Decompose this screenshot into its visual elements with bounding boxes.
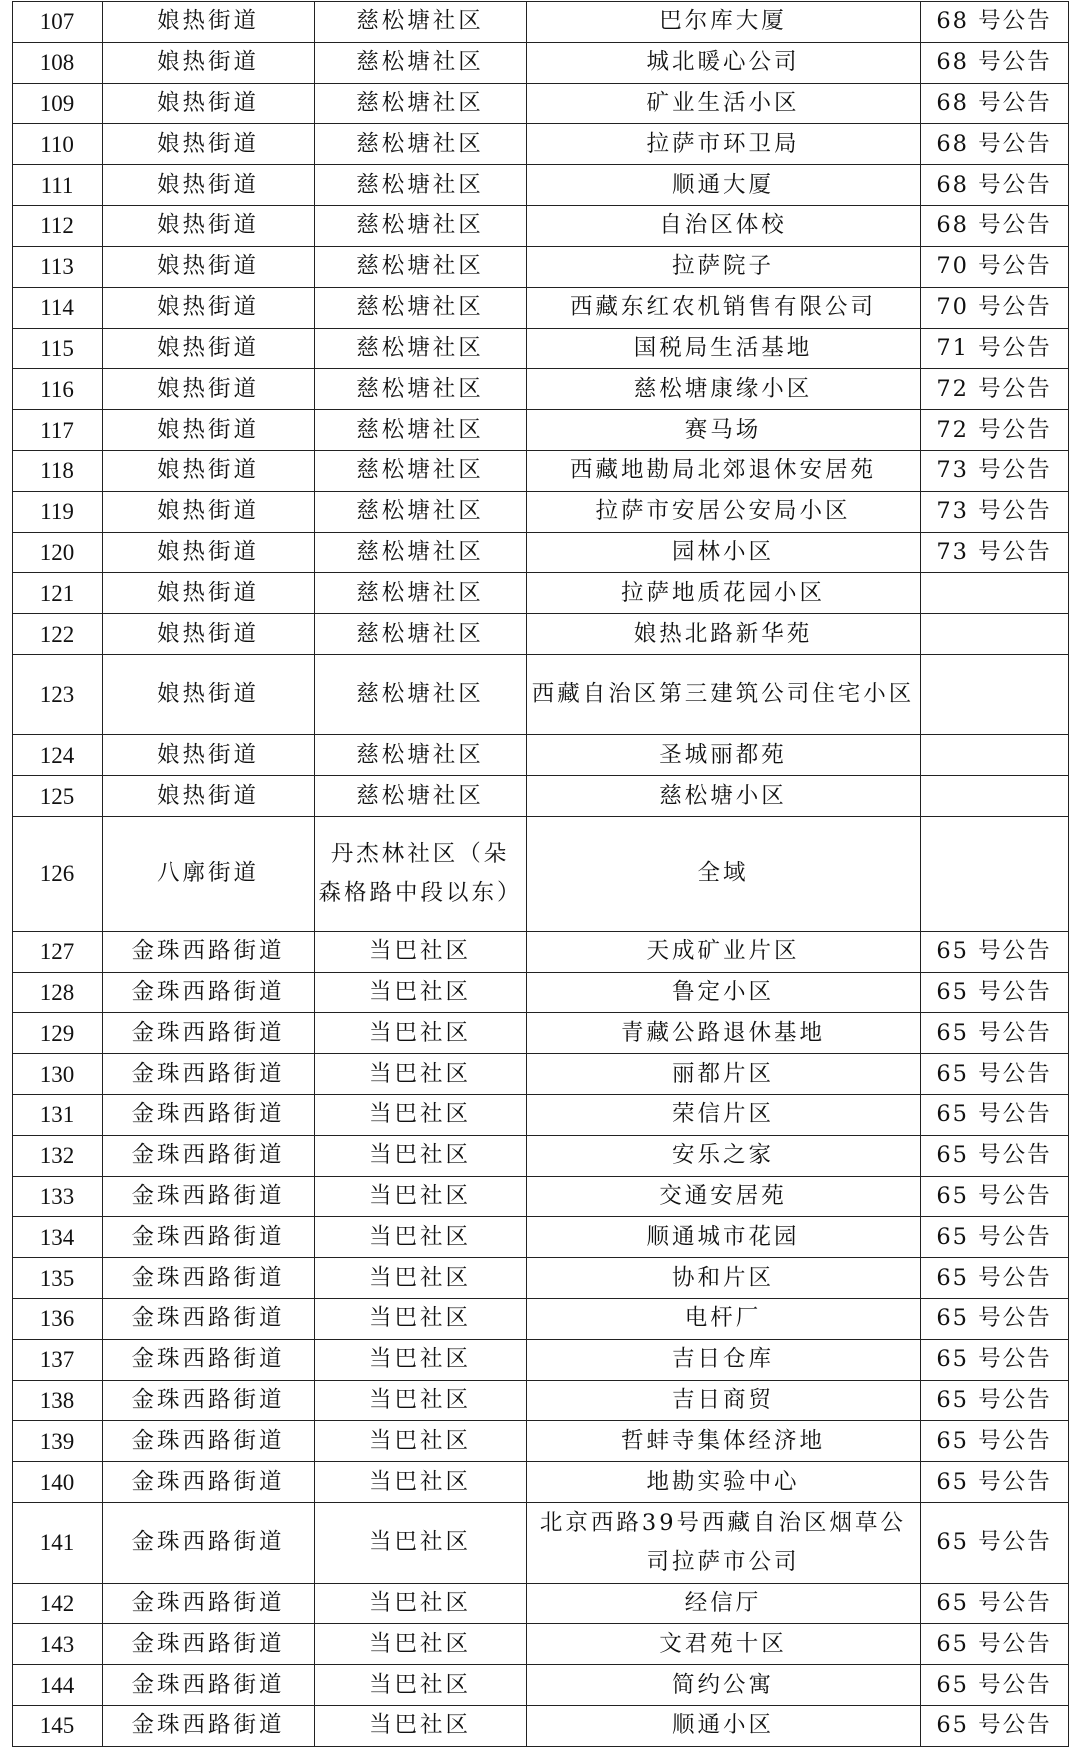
community-cell: 当巴社区 [314, 1299, 526, 1340]
row-number-cell: 129 [12, 1013, 102, 1054]
street-cell: 金珠西路街道 [102, 1583, 314, 1624]
street-cell: 金珠西路街道 [102, 1217, 314, 1258]
street-cell: 娘热街道 [102, 206, 314, 247]
table-row [12, 776, 1068, 817]
row-number-cell: 114 [12, 287, 102, 328]
place-cell: 鲁定小区 [526, 972, 920, 1013]
place-cell: 慈松塘小区 [526, 776, 920, 817]
row-number-cell: 107 [12, 2, 102, 43]
place-cell: 拉萨院子 [526, 246, 920, 287]
row-number-cell: 116 [12, 369, 102, 410]
place-cell: 协和片区 [526, 1258, 920, 1299]
street-cell: 娘热街道 [102, 776, 314, 817]
notice-cell: 70 号公告 [920, 246, 1068, 287]
community-cell: 慈松塘社区 [314, 410, 526, 451]
row-number-cell: 145 [12, 1705, 102, 1746]
notice-cell: 71 号公告 [920, 328, 1068, 369]
table-row [12, 735, 1068, 776]
notice-cell: 65 号公告 [920, 1299, 1068, 1340]
street-cell: 八廓街道 [102, 817, 314, 932]
street-cell: 金珠西路街道 [102, 1421, 314, 1462]
row-number-cell: 130 [12, 1054, 102, 1095]
place-cell: 天成矿业片区 [526, 931, 920, 972]
notice-cell [920, 817, 1068, 932]
row-number-cell: 113 [12, 246, 102, 287]
notice-cell: 73 号公告 [920, 450, 1068, 491]
street-cell: 娘热街道 [102, 83, 314, 124]
street-cell: 娘热街道 [102, 42, 314, 83]
notice-cell: 65 号公告 [920, 1665, 1068, 1706]
notice-cell: 65 号公告 [920, 1135, 1068, 1176]
row-number-cell: 122 [12, 614, 102, 655]
table-row [12, 1583, 1068, 1624]
notice-cell: 68 号公告 [920, 83, 1068, 124]
street-cell: 金珠西路街道 [102, 1380, 314, 1421]
area-list-table [12, 1, 1069, 1747]
table-row [12, 1380, 1068, 1421]
community-cell: 慈松塘社区 [314, 776, 526, 817]
place-cell: 娘热北路新华苑 [526, 614, 920, 655]
row-number-cell: 121 [12, 573, 102, 614]
street-cell: 金珠西路街道 [102, 1503, 314, 1583]
table-row [12, 369, 1068, 410]
row-number-cell: 144 [12, 1665, 102, 1706]
community-cell: 当巴社区 [314, 1462, 526, 1503]
table-row [12, 2, 1068, 43]
street-cell: 金珠西路街道 [102, 1665, 314, 1706]
street-cell: 娘热街道 [102, 735, 314, 776]
place-cell: 简约公寓 [526, 1665, 920, 1706]
notice-cell: 65 号公告 [920, 1176, 1068, 1217]
table-row [12, 83, 1068, 124]
table-row [12, 1665, 1068, 1706]
place-cell: 顺通大厦 [526, 165, 920, 206]
table-row [12, 491, 1068, 532]
community-cell: 慈松塘社区 [314, 735, 526, 776]
place-cell: 自治区体校 [526, 206, 920, 247]
street-cell: 娘热街道 [102, 614, 314, 655]
row-number-cell: 127 [12, 931, 102, 972]
notice-cell: 65 号公告 [920, 1094, 1068, 1135]
street-cell: 娘热街道 [102, 410, 314, 451]
street-cell: 金珠西路街道 [102, 1624, 314, 1665]
street-cell: 金珠西路街道 [102, 1258, 314, 1299]
place-cell: 北京西路39号西藏自治区烟草公司拉萨市公司 [526, 1503, 920, 1583]
place-cell: 文君苑十区 [526, 1624, 920, 1665]
table-row [12, 1705, 1068, 1746]
table-row [12, 931, 1068, 972]
place-cell: 矿业生活小区 [526, 83, 920, 124]
notice-cell: 65 号公告 [920, 1217, 1068, 1258]
notice-cell: 65 号公告 [920, 1421, 1068, 1462]
place-cell: 全域 [526, 817, 920, 932]
place-cell: 城北暖心公司 [526, 42, 920, 83]
place-cell: 经信厅 [526, 1583, 920, 1624]
street-cell: 娘热街道 [102, 532, 314, 573]
notice-cell: 65 号公告 [920, 972, 1068, 1013]
community-cell: 当巴社区 [314, 1624, 526, 1665]
street-cell: 金珠西路街道 [102, 1462, 314, 1503]
place-cell: 圣城丽都苑 [526, 735, 920, 776]
community-cell: 丹杰林社区（朵森格路中段以东） [314, 817, 526, 932]
row-number-cell: 128 [12, 972, 102, 1013]
notice-cell: 65 号公告 [920, 1583, 1068, 1624]
community-cell: 当巴社区 [314, 972, 526, 1013]
place-cell: 拉萨市环卫局 [526, 124, 920, 165]
notice-cell: 65 号公告 [920, 1705, 1068, 1746]
street-cell: 娘热街道 [102, 2, 314, 43]
community-cell: 慈松塘社区 [314, 573, 526, 614]
place-cell: 巴尔库大厦 [526, 2, 920, 43]
notice-cell: 65 号公告 [920, 1462, 1068, 1503]
row-number-cell: 111 [12, 165, 102, 206]
row-number-cell: 126 [12, 817, 102, 932]
street-cell: 娘热街道 [102, 287, 314, 328]
place-cell: 赛马场 [526, 410, 920, 451]
row-number-cell: 142 [12, 1583, 102, 1624]
table-row [12, 1135, 1068, 1176]
place-cell: 园林小区 [526, 532, 920, 573]
street-cell: 娘热街道 [102, 655, 314, 735]
street-cell: 金珠西路街道 [102, 1013, 314, 1054]
community-cell: 当巴社区 [314, 1583, 526, 1624]
street-cell: 娘热街道 [102, 328, 314, 369]
street-cell: 娘热街道 [102, 491, 314, 532]
community-cell: 慈松塘社区 [314, 369, 526, 410]
place-cell: 慈松塘康缘小区 [526, 369, 920, 410]
place-cell: 安乐之家 [526, 1135, 920, 1176]
place-cell: 拉萨地质花园小区 [526, 573, 920, 614]
row-number-cell: 110 [12, 124, 102, 165]
notice-cell: 65 号公告 [920, 1624, 1068, 1665]
street-cell: 金珠西路街道 [102, 1705, 314, 1746]
community-cell: 当巴社区 [314, 1135, 526, 1176]
notice-cell: 73 号公告 [920, 491, 1068, 532]
row-number-cell: 139 [12, 1421, 102, 1462]
community-cell: 慈松塘社区 [314, 328, 526, 369]
notice-cell: 70 号公告 [920, 287, 1068, 328]
table-row [12, 1421, 1068, 1462]
notice-cell: 65 号公告 [920, 1258, 1068, 1299]
community-cell: 慈松塘社区 [314, 2, 526, 43]
row-number-cell: 141 [12, 1503, 102, 1583]
place-cell: 交通安居苑 [526, 1176, 920, 1217]
community-cell: 当巴社区 [314, 1339, 526, 1380]
row-number-cell: 109 [12, 83, 102, 124]
place-cell: 顺通城市花园 [526, 1217, 920, 1258]
table-row [12, 124, 1068, 165]
row-number-cell: 138 [12, 1380, 102, 1421]
notice-cell: 68 号公告 [920, 206, 1068, 247]
place-cell: 顺通小区 [526, 1705, 920, 1746]
row-number-cell: 133 [12, 1176, 102, 1217]
row-number-cell: 112 [12, 206, 102, 247]
community-cell: 当巴社区 [314, 1421, 526, 1462]
row-number-cell: 137 [12, 1339, 102, 1380]
notice-cell: 65 号公告 [920, 931, 1068, 972]
street-cell: 金珠西路街道 [102, 1094, 314, 1135]
community-cell: 慈松塘社区 [314, 450, 526, 491]
street-cell: 金珠西路街道 [102, 1299, 314, 1340]
community-cell: 慈松塘社区 [314, 165, 526, 206]
street-cell: 娘热街道 [102, 165, 314, 206]
street-cell: 金珠西路街道 [102, 931, 314, 972]
place-cell: 吉日商贸 [526, 1380, 920, 1421]
community-cell: 当巴社区 [314, 1503, 526, 1583]
row-number-cell: 125 [12, 776, 102, 817]
place-cell: 电杆厂 [526, 1299, 920, 1340]
notice-cell: 73 号公告 [920, 532, 1068, 573]
community-cell: 慈松塘社区 [314, 124, 526, 165]
row-number-cell: 123 [12, 655, 102, 735]
table-row [12, 972, 1068, 1013]
table-row [12, 1258, 1068, 1299]
row-number-cell: 135 [12, 1258, 102, 1299]
row-number-cell: 119 [12, 491, 102, 532]
community-cell: 当巴社区 [314, 1217, 526, 1258]
community-cell: 当巴社区 [314, 1705, 526, 1746]
street-cell: 金珠西路街道 [102, 1176, 314, 1217]
community-cell: 慈松塘社区 [314, 491, 526, 532]
community-cell: 当巴社区 [314, 1258, 526, 1299]
community-cell: 慈松塘社区 [314, 246, 526, 287]
row-number-cell: 136 [12, 1299, 102, 1340]
street-cell: 金珠西路街道 [102, 1054, 314, 1095]
table-row [12, 246, 1068, 287]
community-cell: 当巴社区 [314, 931, 526, 972]
table-row [12, 817, 1068, 932]
table-row [12, 287, 1068, 328]
notice-cell [920, 655, 1068, 735]
table-body [12, 2, 1068, 1747]
notice-cell [920, 776, 1068, 817]
row-number-cell: 120 [12, 532, 102, 573]
table-row [12, 1299, 1068, 1340]
place-cell: 地勘实验中心 [526, 1462, 920, 1503]
community-cell: 慈松塘社区 [314, 206, 526, 247]
notice-cell [920, 735, 1068, 776]
notice-cell: 72 号公告 [920, 410, 1068, 451]
row-number-cell: 134 [12, 1217, 102, 1258]
place-cell: 哲蚌寺集体经济地 [526, 1421, 920, 1462]
table-row [12, 573, 1068, 614]
community-cell: 慈松塘社区 [314, 287, 526, 328]
community-cell: 当巴社区 [314, 1176, 526, 1217]
table-row [12, 450, 1068, 491]
table-row [12, 1624, 1068, 1665]
table-row [12, 1462, 1068, 1503]
table-row [12, 1176, 1068, 1217]
place-cell: 西藏自治区第三建筑公司住宅小区 [526, 655, 920, 735]
community-cell: 慈松塘社区 [314, 532, 526, 573]
table-row [12, 532, 1068, 573]
street-cell: 娘热街道 [102, 450, 314, 491]
street-cell: 金珠西路街道 [102, 1135, 314, 1176]
row-number-cell: 143 [12, 1624, 102, 1665]
table-row [12, 1054, 1068, 1095]
row-number-cell: 115 [12, 328, 102, 369]
place-cell: 西藏东红农机销售有限公司 [526, 287, 920, 328]
row-number-cell: 117 [12, 410, 102, 451]
place-cell: 青藏公路退休基地 [526, 1013, 920, 1054]
notice-cell: 68 号公告 [920, 42, 1068, 83]
street-cell: 娘热街道 [102, 124, 314, 165]
street-cell: 娘热街道 [102, 246, 314, 287]
notice-cell [920, 573, 1068, 614]
row-number-cell: 124 [12, 735, 102, 776]
table-row [12, 410, 1068, 451]
table-row [12, 42, 1068, 83]
table-row [12, 614, 1068, 655]
table-row [12, 1503, 1068, 1583]
place-cell: 丽都片区 [526, 1054, 920, 1095]
row-number-cell: 108 [12, 42, 102, 83]
community-cell: 当巴社区 [314, 1054, 526, 1095]
table-row [12, 1094, 1068, 1135]
community-cell: 当巴社区 [314, 1380, 526, 1421]
notice-cell: 68 号公告 [920, 124, 1068, 165]
table-row [12, 1339, 1068, 1380]
table-row [12, 655, 1068, 735]
community-cell: 当巴社区 [314, 1013, 526, 1054]
notice-cell [920, 614, 1068, 655]
table-row [12, 165, 1068, 206]
row-number-cell: 132 [12, 1135, 102, 1176]
street-cell: 金珠西路街道 [102, 1339, 314, 1380]
row-number-cell: 140 [12, 1462, 102, 1503]
street-cell: 金珠西路街道 [102, 972, 314, 1013]
notice-cell: 65 号公告 [920, 1339, 1068, 1380]
table-row [12, 1217, 1068, 1258]
table-row [12, 328, 1068, 369]
table-row [12, 1013, 1068, 1054]
place-cell: 荣信片区 [526, 1094, 920, 1135]
notice-cell: 65 号公告 [920, 1054, 1068, 1095]
place-cell: 国税局生活基地 [526, 328, 920, 369]
place-cell: 西藏地勘局北郊退休安居苑 [526, 450, 920, 491]
row-number-cell: 118 [12, 450, 102, 491]
table-row [12, 206, 1068, 247]
community-cell: 慈松塘社区 [314, 655, 526, 735]
community-cell: 当巴社区 [314, 1665, 526, 1706]
place-cell: 吉日仓库 [526, 1339, 920, 1380]
place-cell: 拉萨市安居公安局小区 [526, 491, 920, 532]
notice-cell: 68 号公告 [920, 2, 1068, 43]
notice-cell: 65 号公告 [920, 1380, 1068, 1421]
community-cell: 当巴社区 [314, 1094, 526, 1135]
community-cell: 慈松塘社区 [314, 614, 526, 655]
notice-cell: 65 号公告 [920, 1503, 1068, 1583]
row-number-cell: 131 [12, 1094, 102, 1135]
notice-cell: 72 号公告 [920, 369, 1068, 410]
street-cell: 娘热街道 [102, 369, 314, 410]
community-cell: 慈松塘社区 [314, 83, 526, 124]
notice-cell: 65 号公告 [920, 1013, 1068, 1054]
street-cell: 娘热街道 [102, 573, 314, 614]
notice-cell: 68 号公告 [920, 165, 1068, 206]
community-cell: 慈松塘社区 [314, 42, 526, 83]
